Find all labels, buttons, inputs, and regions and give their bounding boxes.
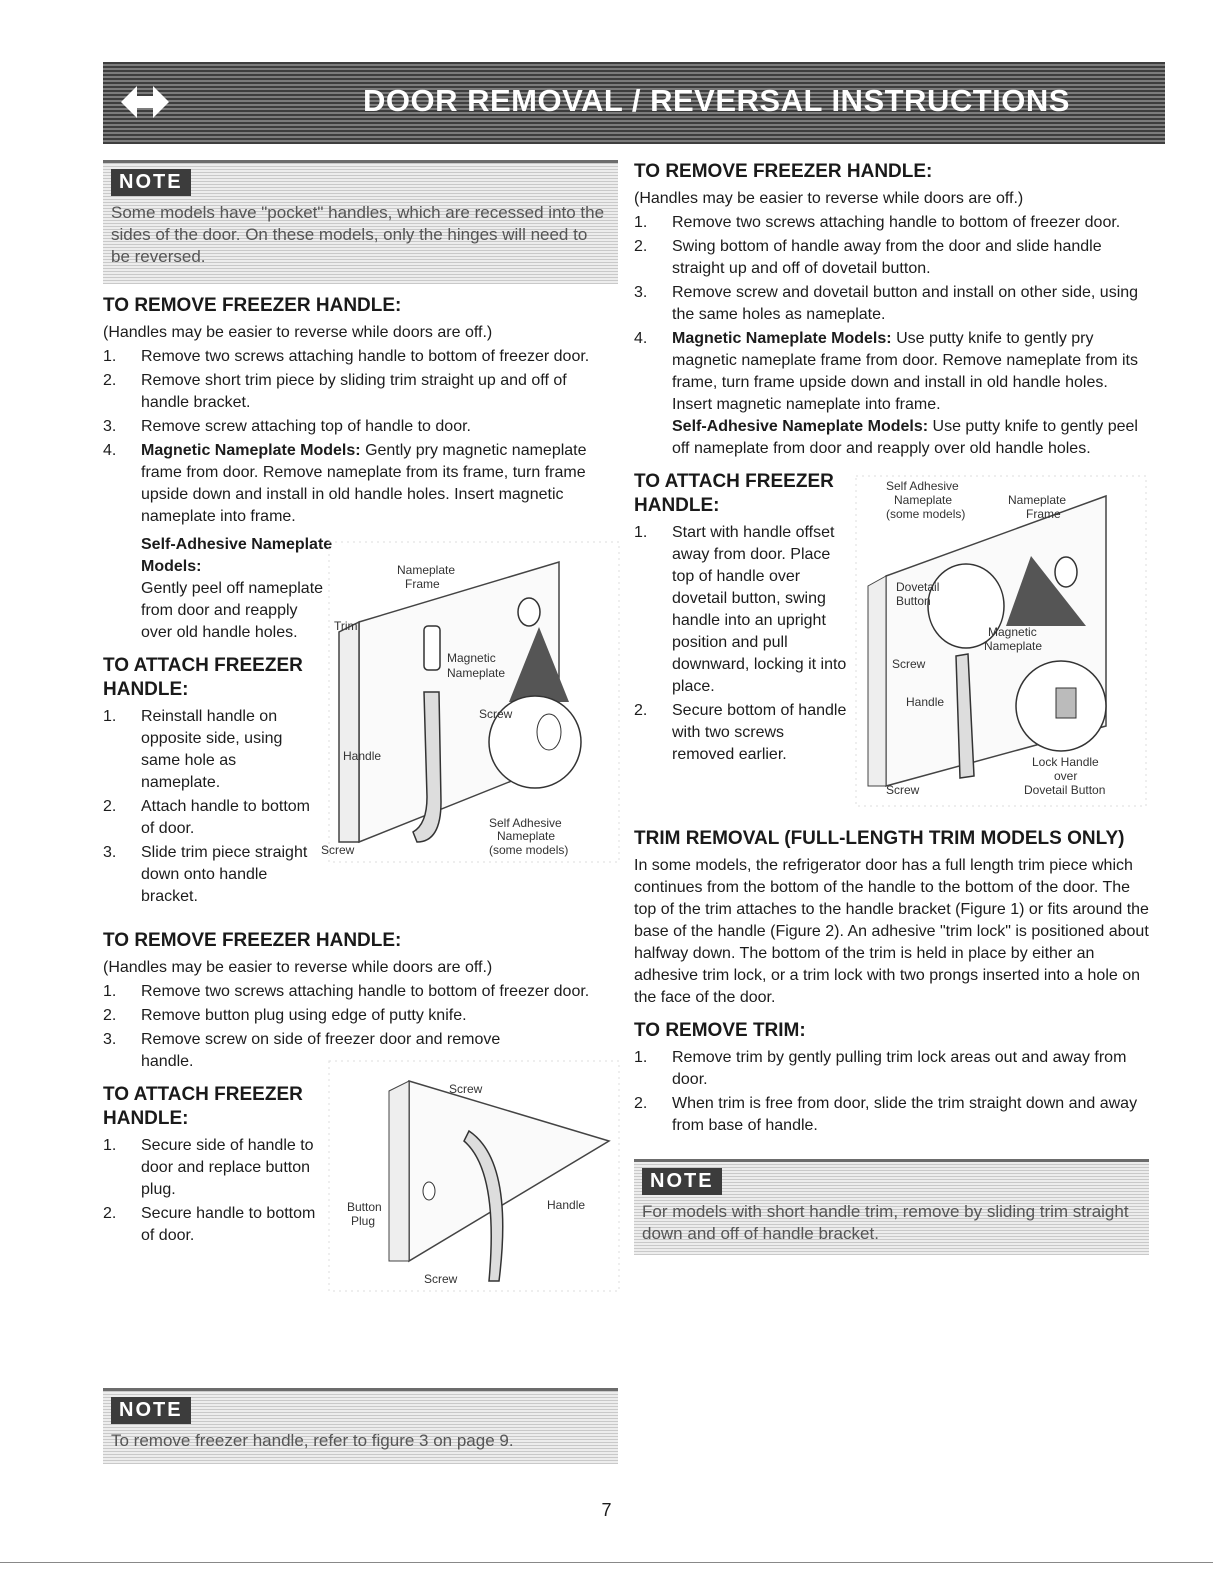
self-adhesive-text: Gently peel off nameplate from door and reapply over old handle holes. [141, 580, 324, 641]
svg-text:Nameplate: Nameplate [447, 666, 506, 680]
step-item: 3. Remove screw attaching top of handle to door. [103, 418, 471, 435]
self-adhesive-label: Self-Adhesive Nameplate Models: [672, 418, 929, 435]
step-item: 2. Remove short trim piece by sliding trim straight up and off of handle bracket. [103, 372, 567, 411]
note-box [634, 1159, 1149, 1255]
section-b-split [103, 1083, 618, 1293]
svg-text:Screw: Screw [449, 1082, 483, 1096]
svg-text:Plug: Plug [351, 1214, 376, 1228]
page-title: DOOR REMOVAL / REVERSAL INSTRUCTIONS [363, 83, 1070, 118]
svg-text:Handle: Handle [906, 695, 945, 709]
section-subtitle: (Handles may be easier to reverse while doors are off.) [103, 959, 493, 976]
svg-text:Frame: Frame [1026, 507, 1061, 521]
section-subtitle: (Handles may be easier to reverse while doors are off.) [103, 324, 493, 341]
footer-divider [0, 1562, 1213, 1563]
note-title: NOTE [111, 1397, 191, 1424]
note-text: For models with short handle trim, remove by sliding trim straight down and off of handle bracket. [642, 1202, 1129, 1243]
header-banner [103, 62, 1165, 144]
step-item: 2. Remove button plug using edge of putty knife. [103, 1007, 467, 1024]
page-number: 7 [601, 1500, 612, 1520]
figure-2-handle-diagram [329, 1061, 619, 1291]
note-text: Some models have "pocket" handles, which are recessed into the sides of the door. On these models, only the hinges will need to be reversed. [111, 203, 605, 266]
section-heading: TO ATTACH FREEZER HANDLE: [634, 471, 834, 516]
section-a-split [103, 534, 618, 919]
left-column [103, 160, 618, 1450]
svg-text:over: over [1054, 769, 1078, 783]
svg-text:Screw: Screw [892, 657, 926, 671]
figure-3-handle-diagram [856, 476, 1146, 806]
step-item: 3. Remove screw on side of freezer door and remove handle. [103, 1031, 501, 1070]
section-heading: TO REMOVE FREEZER HANDLE: [634, 161, 933, 182]
svg-text:Handle: Handle [343, 749, 382, 763]
section-c-split [634, 470, 1149, 825]
step-item: 4. Magnetic Nameplate Models: Gently pry magnetic nameplate frame from door. Remove nameplate from its frame, turn frame upside down and install in old handle holes. Insert magnetic nameplate into frame. [103, 442, 587, 525]
svg-text:Lock Handle: Lock Handle [1032, 755, 1099, 769]
step-item: 3. Slide trim piece straight down onto handle bracket. [103, 844, 308, 905]
svg-text:Nameplate: Nameplate [497, 829, 556, 843]
step-item: 4. Magnetic Nameplate Models: Use putty knife to gently pry magnetic nameplate frame from door. Remove nameplate from its frame, turn frame upside down and install in old handle holes. Insert magnetic nameplate into frame. Self-Adhesive Nameplate Models: Use putty knife to gently peel off nameplate from door and reapply over old handle holes. [634, 330, 1138, 457]
section-heading: TO REMOVE FREEZER HANDLE: [103, 930, 402, 951]
svg-text:Trim: Trim [334, 619, 358, 633]
note-box [103, 1388, 618, 1464]
svg-text:Magnetic: Magnetic [447, 651, 496, 665]
svg-text:Nameplate: Nameplate [894, 493, 953, 507]
section-heading: TO ATTACH FREEZER HANDLE: [103, 1084, 303, 1129]
section-heading: TRIM REMOVAL (FULL-LENGTH TRIM MODELS ONLY) [634, 828, 1125, 849]
svg-text:Nameplate: Nameplate [984, 639, 1043, 653]
step-item: 2. Swing bottom of handle away from the door and slide handle straight up and off of dovetail button. [634, 238, 1102, 277]
step-item: 1. Start with handle offset away from door. Place top of handle over dovetail button, swing handle into an upright position and pull downward, locking it into place. [634, 524, 847, 695]
section-heading: TO ATTACH FREEZER HANDLE: [103, 655, 303, 700]
svg-text:Frame: Frame [405, 577, 440, 591]
step-item: 1. Remove trim by gently pulling trim lock areas out and away from door. [634, 1049, 1127, 1088]
step-list [103, 1135, 318, 1247]
svg-text:Dovetail Button: Dovetail Button [1024, 783, 1106, 797]
double-arrow-icon [117, 74, 173, 130]
svg-text:Screw: Screw [424, 1272, 458, 1286]
note-title: NOTE [111, 169, 191, 196]
svg-text:Dovetail: Dovetail [896, 580, 940, 594]
step-item: 1. Reinstall handle on opposite side, using same hole as nameplate. [103, 708, 283, 791]
svg-text:Nameplate: Nameplate [1008, 493, 1067, 507]
svg-text:Handle: Handle [547, 1198, 586, 1212]
svg-text:Button: Button [896, 594, 931, 608]
step-item: 1. Remove two screws attaching handle to bottom of freezer door. [103, 983, 590, 1000]
svg-text:Screw: Screw [479, 707, 513, 721]
section-heading: TO REMOVE TRIM: [634, 1020, 806, 1041]
svg-text:Magnetic: Magnetic [988, 625, 1037, 639]
section-heading: TO REMOVE FREEZER HANDLE: [103, 295, 402, 316]
step-list [634, 212, 1149, 460]
step-item: 2. Attach handle to bottom of door. [103, 798, 310, 837]
step-item: 3. Remove screw and dovetail button and install on other side, using the same holes as nameplate. [634, 284, 1139, 323]
svg-text:Button: Button [347, 1200, 382, 1214]
note-text: To remove freezer handle, refer to figure 3 on page 9. [111, 1431, 514, 1450]
right-column [634, 160, 1149, 1255]
svg-text:(some models): (some models) [489, 843, 569, 857]
trim-paragraph: In some models, the refrigerator door has a full length trim piece which continues from the bottom of the handle to the bottom of the door. The top of the trim attaches to the handle bracket (Figure 1) or fits around the base of the handle (Figure 2). An adhesive "trim lock" is positioned about halfway down. The bottom of the trim is held in place by either an adhesive trim lock, or a trim lock with two prongs inserted into a hole on the face of the door. [634, 857, 1149, 1006]
self-adhesive-text: Use putty knife to gently peel off nameplate from door and reapply over old handle holes. [672, 418, 1138, 457]
svg-text:Self Adhesive: Self Adhesive [886, 479, 959, 493]
section-subtitle: (Handles may be easier to reverse while doors are off.) [634, 190, 1024, 207]
step-list [634, 522, 849, 766]
step-item: 1. Secure side of handle to door and replace button plug. [103, 1137, 314, 1198]
figure-1-handle-diagram [321, 542, 619, 862]
svg-text:Screw: Screw [886, 783, 920, 797]
step-item: 1. Remove two screws attaching handle to bottom of freezer door. [103, 348, 590, 365]
svg-text:Self Adhesive: Self Adhesive [489, 816, 562, 830]
step-item: 2. When trim is free from door, slide the trim straight down and away from base of handle. [634, 1095, 1138, 1134]
step-list [103, 981, 618, 1073]
step-list [103, 706, 318, 908]
note-title: NOTE [642, 1168, 722, 1195]
svg-text:Screw: Screw [321, 843, 355, 857]
svg-text:(some models): (some models) [886, 507, 966, 521]
step-item: 1. Remove two screws attaching handle to bottom of freezer door. [634, 214, 1121, 231]
self-adhesive-label: Self-Adhesive Nameplate Models: [141, 536, 333, 575]
svg-text:Nameplate: Nameplate [397, 563, 456, 577]
step-list [103, 346, 618, 528]
step-item: 2. Secure bottom of handle with two screws removed earlier. [634, 702, 847, 763]
step-list [634, 1047, 1149, 1137]
step-item: 2. Secure handle to bottom of door. [103, 1205, 316, 1244]
note-box [103, 160, 618, 284]
